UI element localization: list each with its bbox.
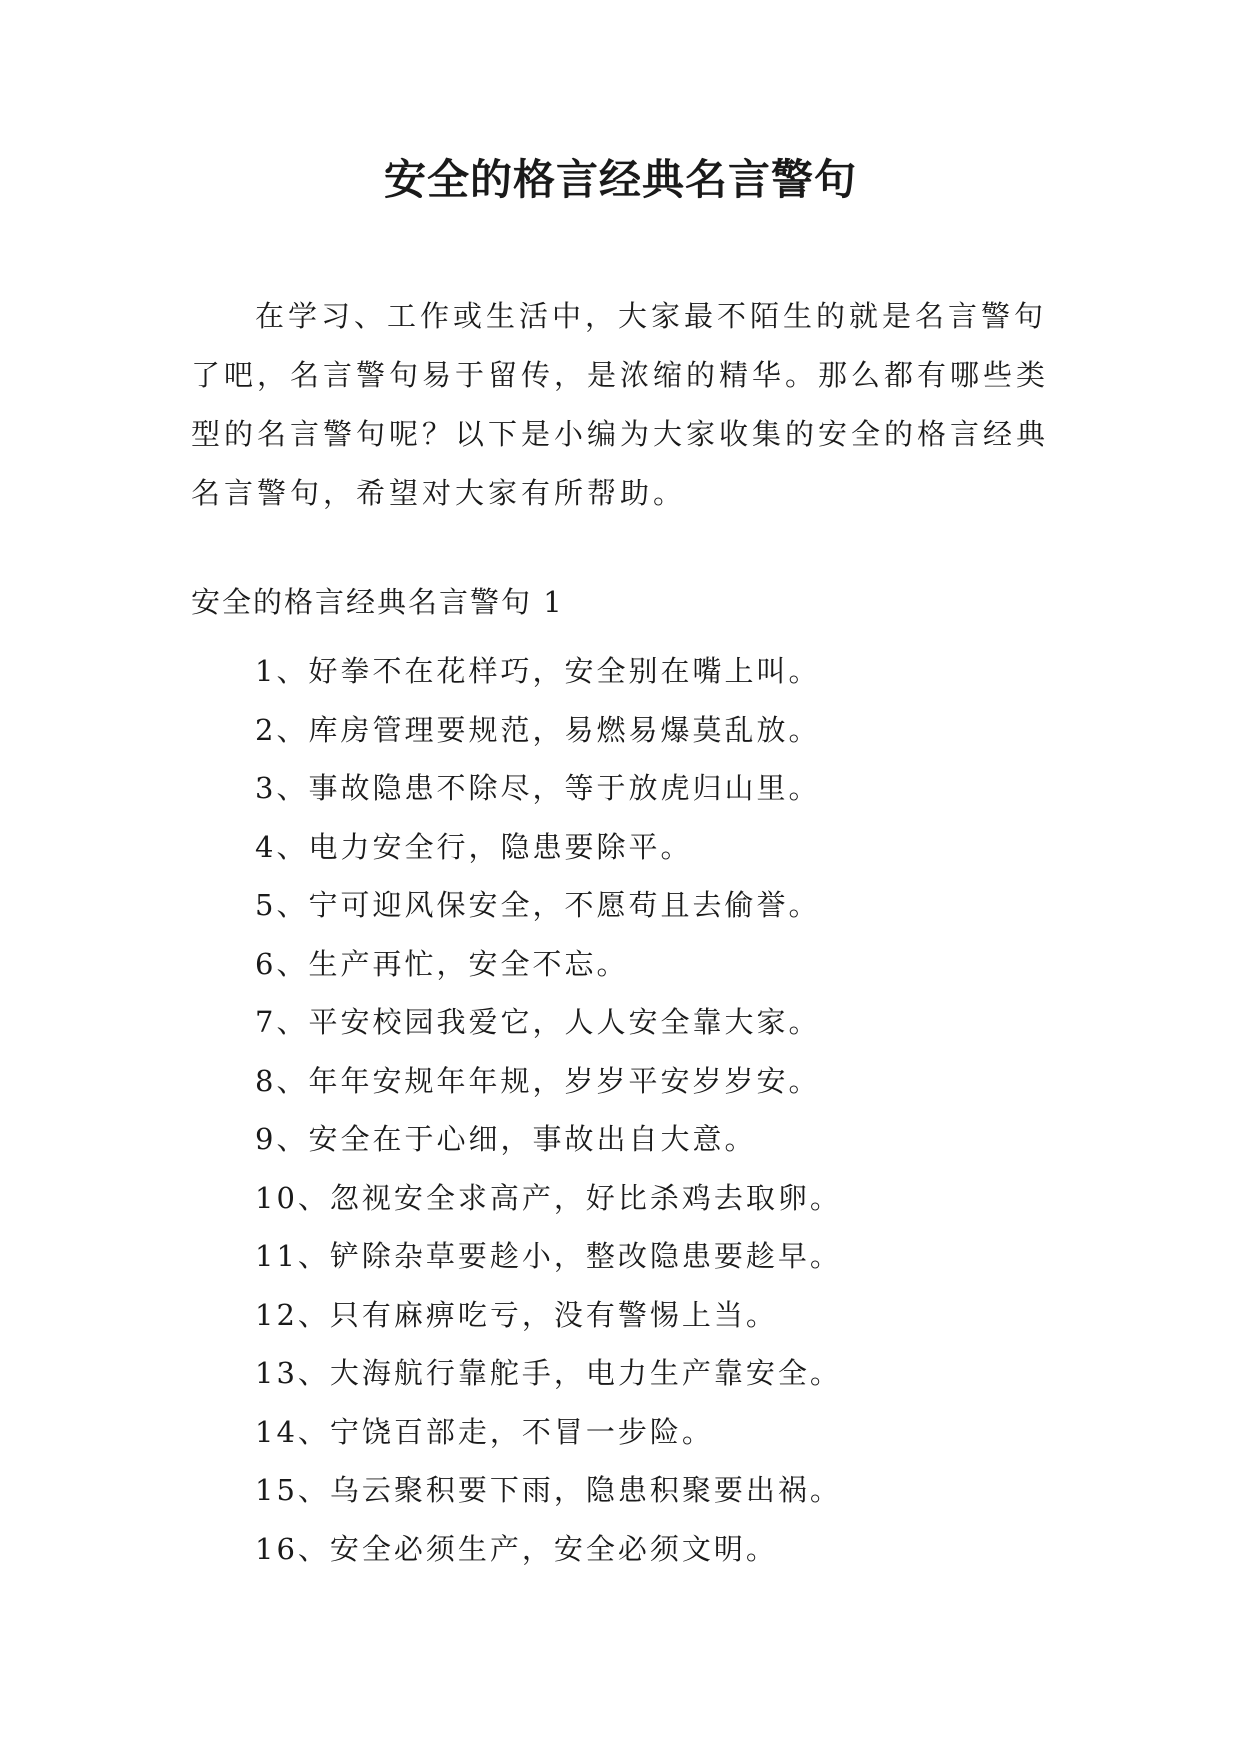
- quote-item: 14、宁饶百部走，不冒一步险。: [255, 1414, 714, 1449]
- quote-item: 3、事故隐患不除尽，等于放虎归山里。: [255, 771, 821, 805]
- quote-item: 6、生产再忙，安全不忘。: [255, 946, 629, 981]
- quote-item: 8、年年安规年年规，岁岁平安岁岁安。: [255, 1063, 821, 1098]
- quote-item: 15、乌云聚积要下雨，隐患积聚要出祸。: [255, 1473, 842, 1507]
- quote-item: 7、平安校园我爱它，人人安全靠大家。: [255, 1005, 821, 1039]
- quote-item: 13、大海航行靠舵手，电力生产靠安全。: [255, 1356, 842, 1390]
- quote-item: 9、安全在于心细，事故出自大意。: [255, 1122, 757, 1156]
- intro-paragraph: 在学习、工作或生活中，大家最不陌生的就是名言警句了吧，名言警句易于留传，是浓缩的精华。那么都有哪些类型的名言警句呢？以下是小编为大家收集的安全的格言经典名言警句，希望对大家有所帮助。: [191, 299, 1050, 510]
- quote-item: 16、安全必须生产，安全必须文明。: [255, 1531, 778, 1566]
- quote-item: 5、宁可迎风保安全，不愿苟且去偷誉。: [255, 888, 821, 922]
- quote-item: 11、铲除杂草要趁小，整改隐患要趁早。: [255, 1239, 842, 1273]
- quote-item: 4、电力安全行，隐患要除平。: [255, 829, 693, 864]
- document-title: 安全的格言经典名言警句: [383, 155, 857, 204]
- section-heading: 安全的格言经典名言警句 1: [191, 585, 564, 619]
- quote-item: 12、只有麻痹吃亏，没有警惕上当。: [255, 1297, 778, 1332]
- quote-item: 2、库房管理要规范，易燃易爆莫乱放。: [255, 712, 821, 747]
- quote-item: 10、忽视安全求高产，好比杀鸡去取卵。: [255, 1180, 842, 1215]
- quote-item: 1、好拳不在花样巧，安全别在嘴上叫。: [255, 654, 821, 688]
- quote-list: [255, 642, 842, 1578]
